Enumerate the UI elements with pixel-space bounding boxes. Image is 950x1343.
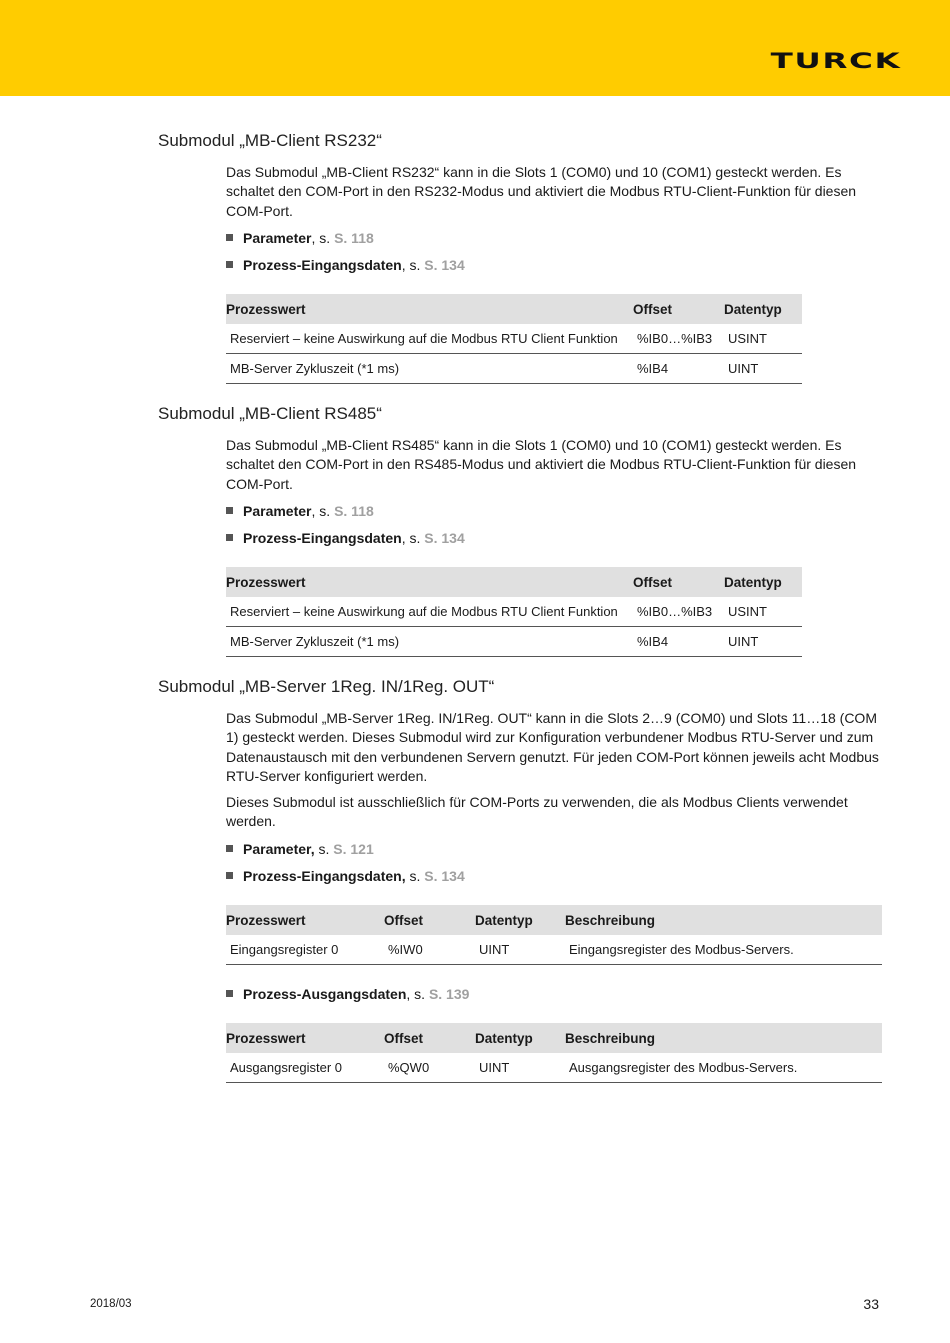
table-header-cell: Prozesswert (226, 567, 633, 597)
bullet-square-icon (226, 507, 233, 514)
table-header-row (226, 294, 802, 324)
table-cell: Reserviert – keine Auswirkung auf die Modbus RTU Client Funktion (226, 324, 633, 354)
bullet-square-icon (226, 234, 233, 241)
table-cell: USINT (724, 324, 802, 354)
bullet-square-icon (226, 845, 233, 852)
table-cell: Reserviert – keine Auswirkung auf die Modbus RTU Client Funktion (226, 597, 633, 627)
data-table (226, 294, 802, 384)
data-table (226, 905, 882, 965)
section-paragraph: Das Submodul „MB-Client RS485“ kann in die Slots 1 (COM0) und 10 (COM1) gesteckt werden. Es schaltet den COM-Port in den RS485-Modus und aktiviert die Modbus RTU-Client-Funktion für diesen COM-Port. (226, 437, 857, 492)
table-header-cell: Offset (633, 294, 724, 324)
table-header-row (226, 905, 882, 935)
table-header-row (226, 567, 802, 597)
bullet-item: Prozess-Eingangsdaten, s. S. 134 (226, 529, 465, 548)
bullet-item: Prozess-Eingangsdaten, s. S. 134 (226, 256, 465, 275)
table-row (226, 627, 802, 657)
table-cell: UINT (724, 354, 802, 384)
table-header-cell: Offset (633, 567, 724, 597)
table-cell: UINT (724, 627, 802, 657)
table-row (226, 935, 882, 965)
section-paragraph: Das Submodul „MB-Server 1Reg. IN/1Reg. OUT“ kann in die Slots 2…9 (COM0) und Slots 11…18 (COM 1) gesteckt werden. Dieses Submodul wird zur Konfiguration verbundener Modbus RTU-Server und zum Datenaustausch mit den verbundenen Servern genutzt. Für jeden COM-Port können jeweils acht Modbus RTU-Server konfiguriert werden. (226, 710, 879, 784)
bullet-square-icon (226, 872, 233, 879)
table-header-cell: Prozesswert (226, 294, 633, 324)
bullet-item: Parameter, s. S. 118 (226, 502, 374, 521)
table-row (226, 354, 802, 384)
page-number: 33 (863, 1296, 879, 1312)
table-cell: Ausgangsregister des Modbus-Servers. (565, 1053, 882, 1083)
bullet-item: Prozess-Eingangsdaten, s. S. 134 (226, 867, 465, 886)
bullet-square-icon (226, 990, 233, 997)
section-title: Submodul „MB-Server 1Reg. IN/1Reg. OUT“ (158, 677, 495, 696)
page-reference-link[interactable]: S. 134 (424, 530, 465, 546)
page-reference-link[interactable]: S. 139 (428, 986, 470, 1002)
table-header-cell: Datentyp (724, 294, 802, 324)
bullet-item: Parameter, s. S. 121 (226, 840, 374, 859)
table-cell: Eingangsregister des Modbus-Servers. (565, 935, 882, 965)
table-cell: %IB4 (633, 354, 724, 384)
table-row (226, 324, 802, 354)
data-table (226, 1023, 882, 1083)
table-header-cell: Offset (384, 1023, 475, 1053)
table-header-cell: Beschreibung (565, 1023, 882, 1053)
table-cell: MB-Server Zykluszeit (*1 ms) (226, 627, 633, 657)
table-row (226, 1053, 882, 1083)
footer-date: 2018/03 (90, 1298, 132, 1310)
brand-logo: TURCK (770, 49, 901, 73)
bullet-item: Parameter, s. S. 118 (226, 229, 374, 248)
table-cell: USINT (724, 597, 802, 627)
table-cell: %IB0…%IB3 (633, 597, 724, 627)
table-cell: UINT (475, 1053, 565, 1083)
data-table (226, 567, 802, 657)
section-paragraph: Dieses Submodul ist ausschließlich für COM-Ports zu verwenden, die als Modbus Clients verwendet werden. (226, 794, 848, 830)
page-reference-link[interactable]: S. 134 (424, 868, 465, 884)
page-reference-link[interactable]: S. 118 (334, 503, 374, 519)
table-cell: %IW0 (384, 935, 475, 965)
page-reference-link[interactable]: S. 121 (333, 841, 374, 857)
bullet-item: Prozess-Ausgangsdaten, s. S. 139 (226, 985, 469, 1004)
section-paragraph: Das Submodul „MB-Client RS232“ kann in die Slots 1 (COM0) und 10 (COM1) gesteckt werden. Es schaltet den COM-Port in den RS232-Modus und aktiviert die Modbus RTU-Client-Funktion für diesen COM-Port. (226, 164, 857, 219)
table-cell: %IB4 (633, 627, 724, 657)
table-header-cell: Offset (384, 905, 475, 935)
section-title: Submodul „MB-Client RS485“ (158, 404, 382, 423)
section-title: Submodul „MB-Client RS232“ (158, 131, 382, 150)
table-cell: MB-Server Zykluszeit (*1 ms) (226, 354, 633, 384)
table-header-cell: Datentyp (475, 1023, 565, 1053)
bullet-square-icon (226, 261, 233, 268)
table-header-cell: Datentyp (475, 905, 565, 935)
table-header-cell: Prozesswert (226, 1023, 384, 1053)
table-cell: %IB0…%IB3 (633, 324, 724, 354)
table-cell: %QW0 (384, 1053, 475, 1083)
table-cell: UINT (475, 935, 565, 965)
bullet-square-icon (226, 534, 233, 541)
table-cell: Eingangsregister 0 (226, 935, 384, 965)
table-header-cell: Beschreibung (565, 905, 882, 935)
page-reference-link[interactable]: S. 118 (334, 230, 374, 246)
table-row (226, 597, 802, 627)
table-header-cell: Prozesswert (226, 905, 384, 935)
page-header (0, 0, 950, 96)
table-header-row (226, 1023, 882, 1053)
table-cell: Ausgangsregister 0 (226, 1053, 384, 1083)
table-header-cell: Datentyp (724, 567, 802, 597)
page-reference-link[interactable]: S. 134 (424, 257, 465, 273)
